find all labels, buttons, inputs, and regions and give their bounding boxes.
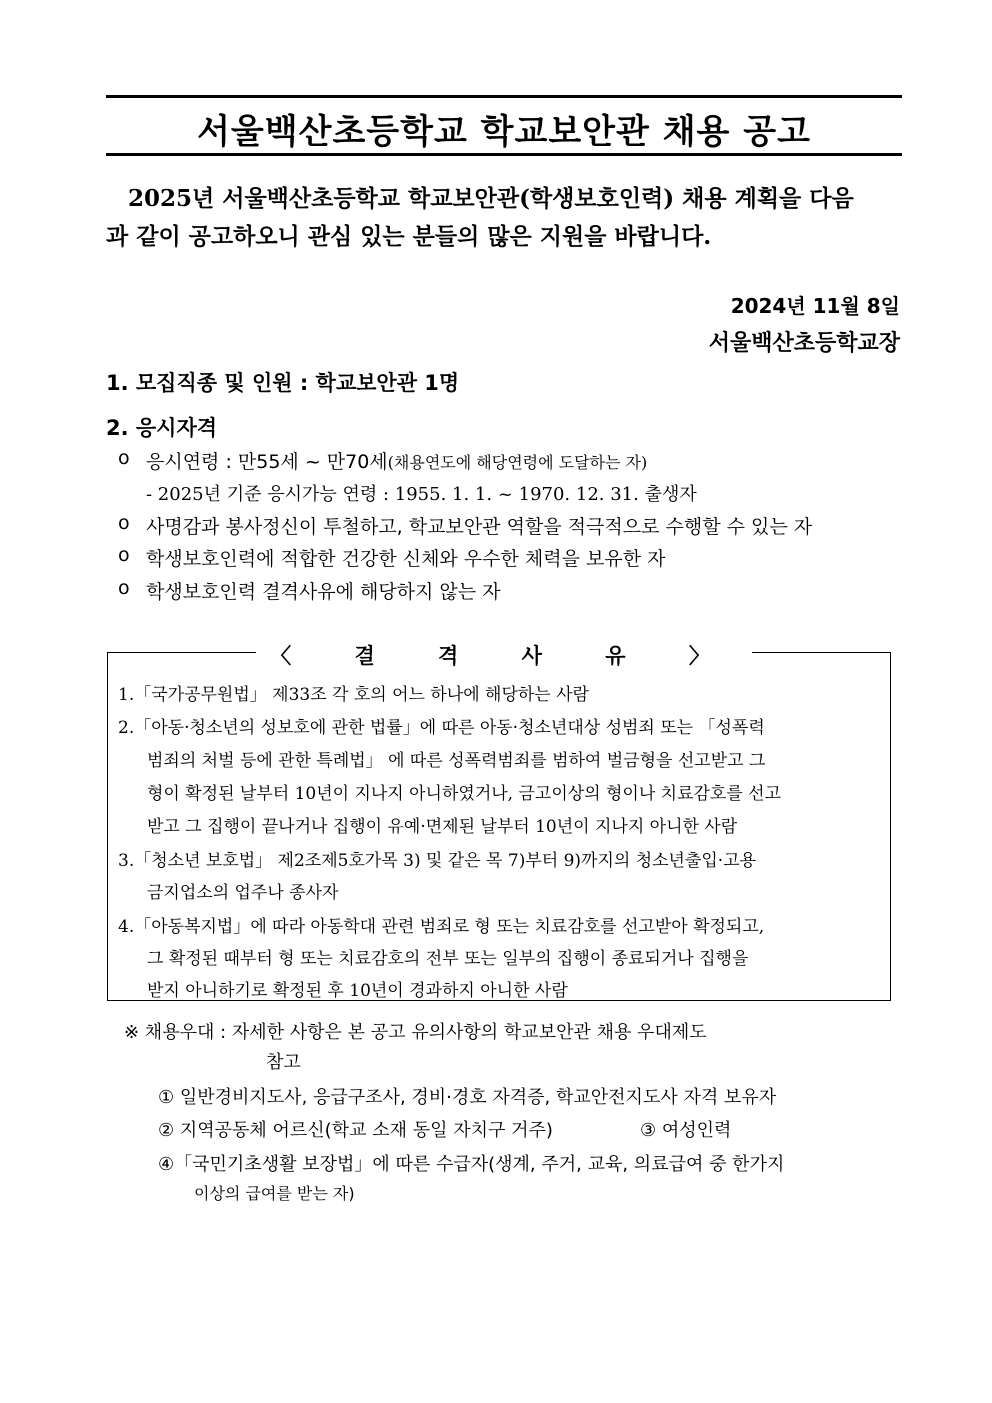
disqualification-line: 범죄의 처벌 등에 관한 특례법」 에 따른 성폭력범죄를 범하여 벌금형을 선고받고 그	[147, 751, 766, 771]
disqualification-line: 3.「청소년 보호법」 제2조제5호가목 3) 및 같은 목 7)부터 9)까지의 청소년출입·고용	[118, 851, 757, 871]
disqualification-title	[106, 640, 902, 670]
disqualification-line: 받지 아니하기로 확정된 후 10년이 경과하지 아니한 사람	[147, 981, 568, 1001]
preference-note-cont: 참고	[266, 1052, 301, 1073]
preference-note: ※ 채용우대 : 자세한 사항은 본 공고 유의사항의 학교보안관 채용 우대제도	[124, 1022, 707, 1043]
page-title: 서울백산초등학교 학교보안관 채용 공고	[197, 112, 811, 152]
disqualification-line: 금지업소의 업주나 종사자	[147, 883, 339, 903]
requirement-item: 학생보호인력 결격사유에 해당하지 않는 자	[146, 581, 501, 603]
requirement-item: 사명감과 봉사정신이 투철하고, 학교보안관 역할을 적극적으로 수행할 수 있는 자	[146, 516, 813, 538]
disqualification-line: 그 확정된 때부터 형 또는 치료감호의 전부 또는 일부의 집행이 종료되거나 집행을	[147, 949, 749, 969]
preference-item: ③ 여성인력	[640, 1120, 732, 1141]
disqualification-line: 4.「아동복지법」에 따라 아동학대 관련 범죄로 형 또는 치료감호를 선고받아 확정되고,	[118, 917, 765, 937]
age-note: (채용연도에 해당연령에 도달하는 자)	[387, 453, 648, 472]
notice-date: 2024년 11월 8일	[730, 294, 900, 318]
issuer: 서울백산초등학교장	[708, 331, 900, 356]
disqualification-line: 받고 그 집행이 끝나거나 집행이 유예·면제된 날부터 10년이 지나지 아니한 사람	[147, 817, 738, 837]
age-label: 응시연령 : 만55세 ~ 만70세	[146, 451, 388, 473]
section-2-heading: 2. 응시자격	[106, 416, 218, 440]
preference-item-cont: 이상의 급여를 받는 자)	[194, 1184, 355, 1203]
disqualification-line: 형이 확정된 날부터 10년이 지나지 아니하였거나, 금고이상의 형이나 치료감호를 선고	[147, 784, 782, 804]
disqualification-line: 2.「아동·청소년의 성보호에 관한 법률」에 따른 아동·청소년대상 성범죄 또는 「성폭력	[118, 718, 765, 738]
disqualification-line: 1.「국가공무원법」 제33조 각 호의 어느 하나에 해당하는 사람	[118, 685, 589, 705]
preference-item: ② 지역공동체 어르신(학교 소재 동일 자치구 거주)	[158, 1120, 553, 1141]
bullet: o	[118, 577, 130, 599]
bullet: o	[118, 544, 130, 566]
age-requirement	[146, 447, 647, 474]
section-1-heading: 1. 모집직종 및 인원 : 학교보안관 1명	[106, 371, 460, 395]
age-range: - 2025년 기준 응시가능 연령 : 1955. 1. 1. ~ 1970. 12. 31. 출생자	[146, 484, 697, 505]
title-top-rule	[106, 95, 902, 98]
intro-line-2: 과 같이 공고하오니 관심 있는 분들의 많은 지원을 바랍니다.	[106, 223, 712, 250]
intro-line-1: 2025년 서울백산초등학교 학교보안관(학생보호인력) 채용 계획을 다음	[128, 185, 854, 212]
requirement-item: 학생보호인력에 적합한 건강한 신체와 우수한 체력을 보유한 자	[146, 548, 666, 570]
bullet: o	[118, 447, 130, 469]
preference-item: ① 일반경비지도사, 응급구조사, 경비·경호 자격증, 학교안전지도사 자격 보유자	[158, 1087, 777, 1108]
disqualification-title-text: 〈 결 격 사 유 〉	[256, 644, 752, 668]
bullet: o	[118, 512, 130, 534]
title-bottom-rule	[106, 153, 902, 156]
preference-item: ④「국민기초생활 보장법」에 따른 수급자(생계, 주거, 교육, 의료급여 중 한가지	[158, 1154, 785, 1175]
